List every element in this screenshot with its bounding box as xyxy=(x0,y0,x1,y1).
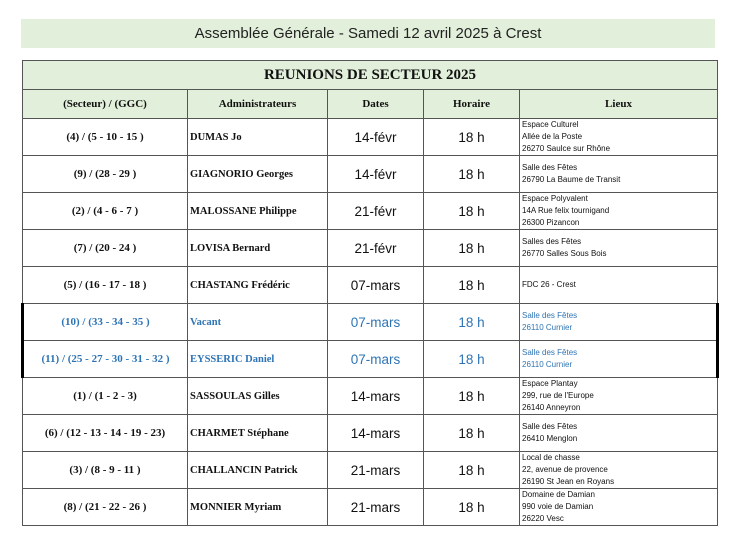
sector-cell: (1) / (1 - 2 - 3) xyxy=(23,378,188,415)
place-line: 26110 Curnier xyxy=(522,323,573,332)
place-line: Local de chasse xyxy=(522,453,580,462)
hour-cell: 18 h xyxy=(424,452,520,489)
place-line: 26770 Salles Sous Bois xyxy=(522,249,607,258)
place-line: 22, avenue de provence xyxy=(522,465,608,474)
place-line: 26110 Curnier xyxy=(522,360,573,369)
sector-cell: (8) / (21 - 22 - 26 ) xyxy=(23,489,188,526)
place-cell xyxy=(520,304,718,341)
place-line: FDC 26 - Crest xyxy=(522,280,576,289)
date-cell: 14-mars xyxy=(328,415,424,452)
place-cell xyxy=(520,452,718,489)
place-line: 990 voie de Damian xyxy=(522,502,594,511)
admin-cell: MALOSSANE Philippe xyxy=(188,193,328,230)
table-row xyxy=(23,230,718,267)
admin-cell: CHASTANG Frédéric xyxy=(188,267,328,304)
table-header-row xyxy=(23,90,718,119)
table-row xyxy=(23,193,718,230)
place-line: Salle des Fêtes xyxy=(522,422,578,431)
place-line: 26140 Anneyron xyxy=(522,403,581,412)
date-cell: 07-mars xyxy=(328,267,424,304)
sector-cell: (4) / (5 - 10 - 15 ) xyxy=(23,119,188,156)
hour-cell: 18 h xyxy=(424,230,520,267)
admin-cell: MONNIER Myriam xyxy=(188,489,328,526)
sector-cell: (6) / (12 - 13 - 14 - 19 - 23) xyxy=(23,415,188,452)
hour-cell: 18 h xyxy=(424,415,520,452)
table-row xyxy=(23,119,718,156)
hour-cell: 18 h xyxy=(424,267,520,304)
admin-cell: CHARMET Stéphane xyxy=(188,415,328,452)
sector-meetings-table xyxy=(21,60,719,526)
table-row-highlighted xyxy=(23,304,718,341)
place-line: 26410 Menglon xyxy=(522,434,578,443)
date-cell: 07-mars xyxy=(328,304,424,341)
place-cell xyxy=(520,156,718,193)
table-row xyxy=(23,415,718,452)
place-line: Espace Culturel xyxy=(522,120,579,129)
sector-cell: (9) / (28 - 29 ) xyxy=(23,156,188,193)
hour-cell: 18 h xyxy=(424,193,520,230)
column-header-sector: (Secteur) / (GGC) xyxy=(23,90,188,119)
admin-cell: EYSSERIC Daniel xyxy=(188,341,328,378)
place-line: 26790 La Baume de Transit xyxy=(522,175,621,184)
date-cell: 14-févr xyxy=(328,156,424,193)
date-cell: 21-mars xyxy=(328,452,424,489)
place-cell xyxy=(520,415,718,452)
table-row xyxy=(23,378,718,415)
date-cell: 07-mars xyxy=(328,341,424,378)
table-row xyxy=(23,489,718,526)
column-header-dates: Dates xyxy=(328,90,424,119)
place-line: Salle des Fêtes xyxy=(522,311,578,320)
hour-cell: 18 h xyxy=(424,156,520,193)
place-cell xyxy=(520,119,718,156)
column-header-admin: Administrateurs xyxy=(188,90,328,119)
table-row-highlighted xyxy=(23,341,718,378)
sector-cell: (7) / (20 - 24 ) xyxy=(23,230,188,267)
sector-cell: (5) / (16 - 17 - 18 ) xyxy=(23,267,188,304)
date-cell: 21-mars xyxy=(328,489,424,526)
place-cell xyxy=(520,267,718,304)
place-line: Domaine de Damian xyxy=(522,490,595,499)
sector-cell: (3) / (8 - 9 - 11 ) xyxy=(23,452,188,489)
place-line: 26270 Saulce sur Rhône xyxy=(522,144,611,153)
table-row xyxy=(23,452,718,489)
place-cell xyxy=(520,489,718,526)
place-line: 26220 Vesc xyxy=(522,514,564,523)
place-cell xyxy=(520,193,718,230)
meeting-banner: Assemblée Générale - Samedi 12 avril 2025 à Crest xyxy=(21,19,715,48)
table-title-row xyxy=(23,61,718,90)
place-line: Allée de la Poste xyxy=(522,132,583,141)
admin-cell: GIAGNORIO Georges xyxy=(188,156,328,193)
admin-cell: DUMAS Jo xyxy=(188,119,328,156)
admin-cell: Vacant xyxy=(188,304,328,341)
place-line: 299, rue de l'Europe xyxy=(522,391,594,400)
sector-cell: (11) / (25 - 27 - 30 - 31 - 32 ) xyxy=(23,341,188,378)
date-cell: 14-févr xyxy=(328,119,424,156)
place-cell xyxy=(520,378,718,415)
table-row xyxy=(23,267,718,304)
sector-cell: (2) / (4 - 6 - 7 ) xyxy=(23,193,188,230)
place-line: 26190 St Jean en Royans xyxy=(522,477,615,486)
column-header-lieux: Lieux xyxy=(520,90,718,119)
admin-cell: CHALLANCIN Patrick xyxy=(188,452,328,489)
place-line: Salles des Fêtes xyxy=(522,237,582,246)
place-line: Salle des Fêtes xyxy=(522,348,578,357)
admin-cell: LOVISA Bernard xyxy=(188,230,328,267)
admin-cell: SASSOULAS Gilles xyxy=(188,378,328,415)
place-line: Espace Polyvalent xyxy=(522,194,588,203)
hour-cell: 18 h xyxy=(424,304,520,341)
place-line: Salle des Fêtes xyxy=(522,163,578,172)
place-cell xyxy=(520,341,718,378)
hour-cell: 18 h xyxy=(424,341,520,378)
hour-cell: 18 h xyxy=(424,489,520,526)
place-line: 26300 Pizancon xyxy=(522,218,580,227)
place-line: 14A Rue felix tournigand xyxy=(522,206,610,215)
table-title: REUNIONS DE SECTEUR 2025 xyxy=(23,61,718,90)
place-line: Espace Plantay xyxy=(522,379,578,388)
column-header-horaire: Horaire xyxy=(424,90,520,119)
date-cell: 21-févr xyxy=(328,230,424,267)
date-cell: 14-mars xyxy=(328,378,424,415)
hour-cell: 18 h xyxy=(424,119,520,156)
date-cell: 21-févr xyxy=(328,193,424,230)
place-cell xyxy=(520,230,718,267)
hour-cell: 18 h xyxy=(424,378,520,415)
sector-cell: (10) / (33 - 34 - 35 ) xyxy=(23,304,188,341)
table-row xyxy=(23,156,718,193)
